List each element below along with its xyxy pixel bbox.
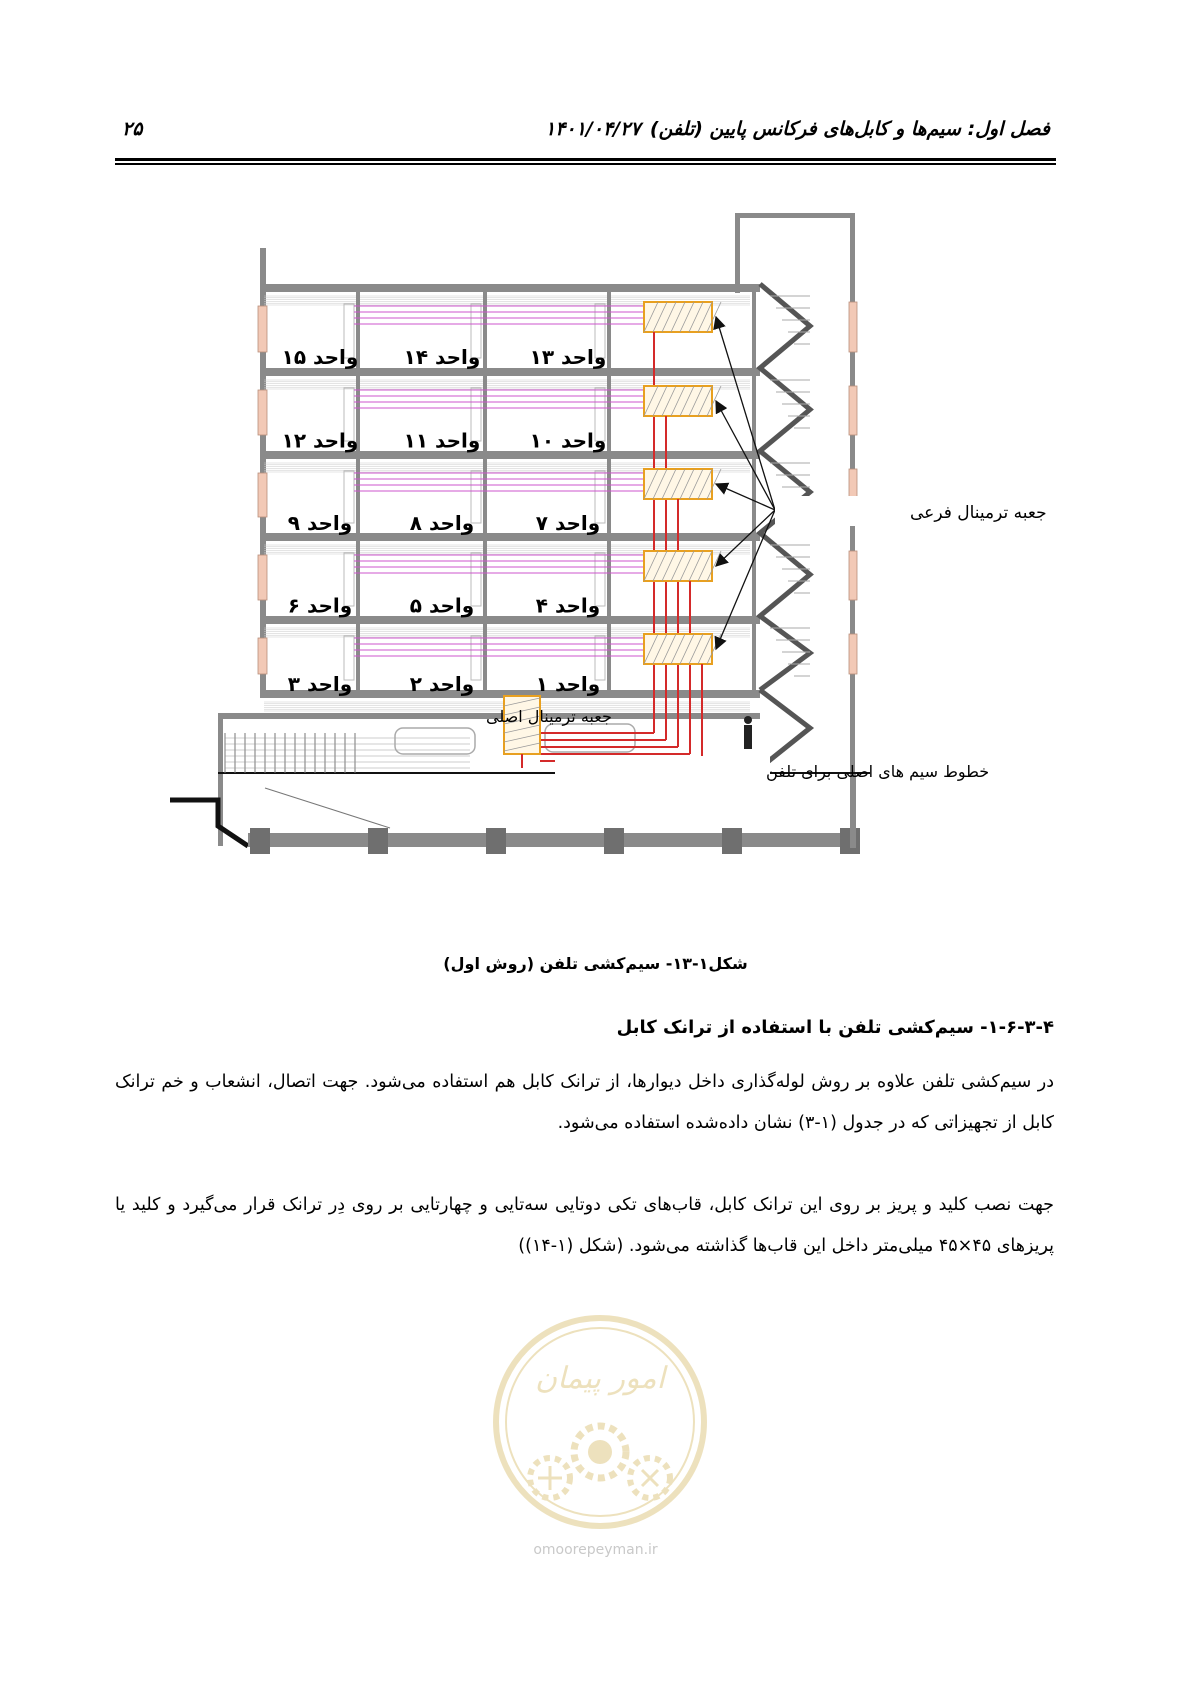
stair-tower-left-wall [735,213,740,293]
figure-annotations [486,317,1047,782]
unit-label: واحد ۱ [535,672,601,696]
floor-slab [260,368,760,376]
watermark-logo [488,1310,712,1534]
watermark-logo-text: امور پیمان [535,1361,665,1396]
partition-wall [483,292,487,368]
window [849,302,857,352]
window [258,390,267,435]
label-background [555,756,770,782]
footing [604,828,624,854]
footing [368,828,388,854]
header-date: ۱۴۰۱/۰۴/۲۷ [545,118,641,140]
window [849,551,857,600]
stair-tower-roof [735,213,855,218]
page-number: ۲۵ [122,118,143,140]
unit-label: واحد ۱۲ [281,428,359,453]
window [258,555,267,600]
partition-wall [607,376,611,451]
unit-label: واحد ۸ [409,511,475,535]
unit-label: واحد ۵ [409,593,475,618]
unit-label: واحد ۱۰ [529,428,607,453]
footing [722,828,742,854]
chapter-title: فصل اول: سیم‌ها و کابل‌های فرکانس پایین (تلفن) [649,118,1050,140]
basement-right-wall [850,773,856,848]
unit-label: واحد ۱۵ [281,345,359,369]
pointer-arrow [716,484,775,510]
partition-wall [607,541,611,616]
building-telephone-wiring-figure [170,228,1047,938]
sub-terminal-label: جعبه ترمینال فرعی [910,503,1047,523]
person-figure [744,716,752,724]
partition-wall [356,541,360,616]
section-heading: ۱-۶-۳-۴- سیم‌کشی تلفن با استفاده از ترانک کابل [616,1017,1054,1038]
ramp-line [265,788,390,828]
unit-label: واحد ۳ [287,672,353,696]
unit-label: واحد ۱۱ [403,428,481,453]
partition-wall [607,459,611,533]
unit-label: واحد ۷ [535,511,601,535]
main-lines-label: خطوط سیم های اصلی برای تلفن [766,762,990,781]
footing [250,828,270,854]
window [258,638,267,674]
unit-label: واحد ۹ [287,511,353,535]
partition-wall [483,376,487,451]
partition-wall [483,541,487,616]
figure-caption: شکل۱-۱۳- سیم‌کشی تلفن (روش اول) [443,954,748,973]
header-rule [115,158,1056,161]
partition-wall [483,624,487,690]
ground-line [170,800,248,846]
watermark-url: omoorepeyman.ir [533,1542,658,1558]
unit-label: واحد ۱۴ [403,345,481,369]
partition-wall [483,459,487,533]
header-rule-thin [115,163,1056,165]
partition-wall [607,292,611,368]
unit-label: واحد ۶ [287,593,353,618]
window [258,473,267,517]
unit-label: واحد ۴ [535,593,601,618]
main-terminal-label: جعبه ترمینال اصلی [486,707,612,726]
body-paragraph: در سیم‌کشی تلفن علاوه بر روش لوله‌گذاری داخل دیوارها، از ترانک کابل هم استفاده می‌شود. جهت اتصال، انشعاب و خم ترانک کابل از تجهیزاتی که در جدول (۱-۳) نشان داده‌شده استفاده می‌شود. [115,1072,1054,1133]
footing [486,828,506,854]
foundation [248,833,858,847]
partition-wall [356,459,360,533]
right-wall [752,288,756,690]
unit-label: واحد ۲ [409,672,475,696]
window [849,634,857,674]
pointer-arrow [716,317,775,510]
unit-labels [282,345,607,696]
window [258,306,267,352]
person-figure-body [744,725,752,749]
partition-wall [356,624,360,690]
body-paragraph: جهت نصب کلید و پریز بر روی این ترانک کابل، قاب‌های تکی دوتایی سه‌تایی و چهارتایی بر روی دِر ترانک قرار می‌گیرد و کلید یا پریزهای ۴۵×۴۵ میلی‌متر داخل این قاب‌ها گذاشته می‌شود. (شکل (۱-۱۴)) [115,1195,1054,1256]
unit-label: واحد ۱۳ [529,345,607,369]
floor-slab [260,284,760,292]
partition-wall [607,624,611,690]
label-background [775,496,915,526]
window [849,386,857,435]
